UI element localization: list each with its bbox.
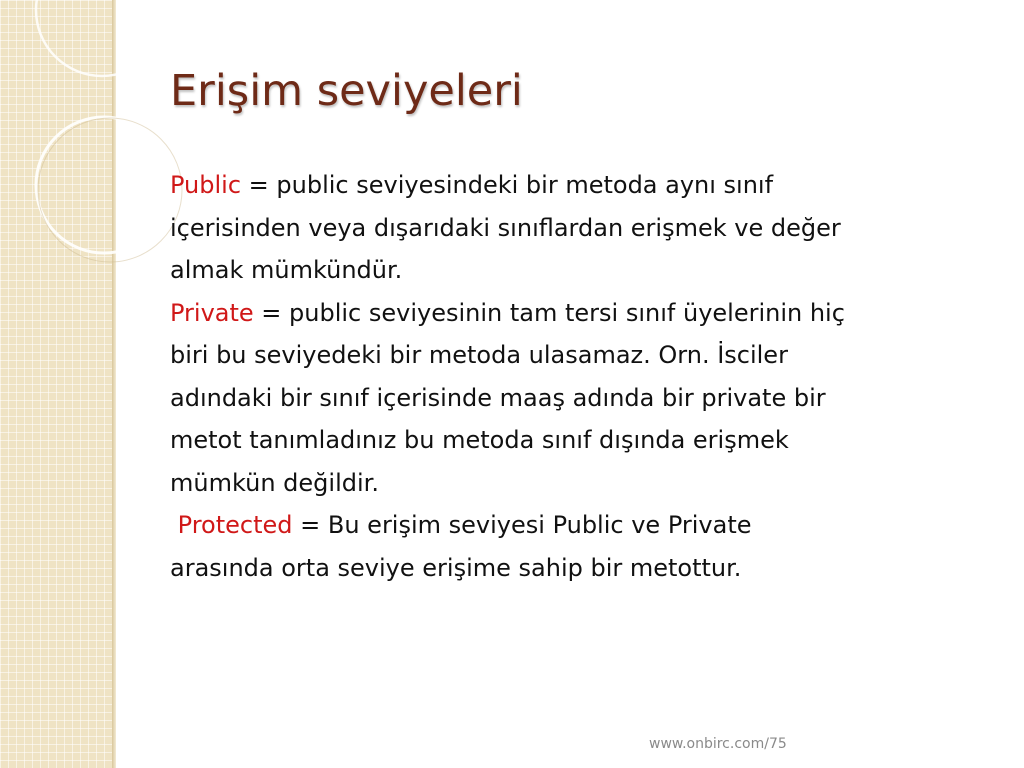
footer-source: www.onbirc.com/75 [649, 736, 787, 752]
term-private: Private [170, 298, 254, 327]
slide-body [170, 164, 990, 589]
paragraph-protected [170, 504, 990, 589]
paragraph-line [170, 504, 990, 547]
paragraph-line: almak mümkündür. [170, 256, 403, 284]
paragraph-line [170, 164, 990, 207]
term-public: Public [170, 171, 242, 199]
paragraph-line: metot tanımladınız bu metoda sınıf dışında erişmek [170, 426, 789, 454]
definition-text: = Bu erişim seviyesi Public ve Private [292, 511, 752, 539]
definition-text: = public seviyesinin tam tersi sınıf üyelerinin hiç [253, 298, 845, 327]
paragraph-line: arasında orta seviye erişime sahip bir metottur. [170, 553, 742, 582]
paragraph-private [170, 292, 990, 505]
term-protected: Protected [177, 511, 293, 539]
paragraph-line: içerisinden veya dışarıdaki sınıflardan erişmek ve değer [170, 213, 841, 242]
paragraph-line: biri bu seviyedeki bir metoda ulasamaz. Orn. İsciler [170, 341, 788, 369]
definition-text: = public seviyesindeki bir metoda aynı sınıf [241, 171, 774, 199]
paragraph-public [170, 164, 990, 292]
paragraph-line [170, 292, 990, 335]
slide-title: Erişim seviyeleri [170, 66, 523, 116]
paragraph-line: mümkün değildir. [170, 468, 379, 497]
paragraph-line: adındaki bir sınıf içerisinde maaş adında bir private bir [170, 383, 826, 412]
